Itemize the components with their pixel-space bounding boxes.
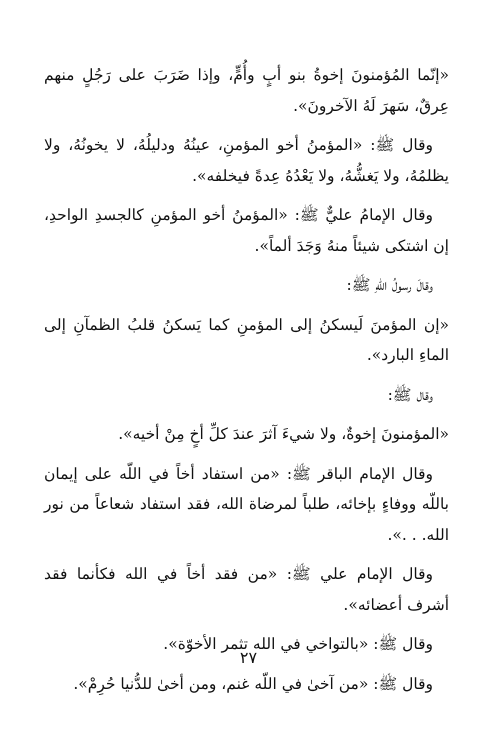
paragraph-attribution-6: وقال ﷺ: (387, 385, 433, 404)
paragraph-hadith-10: وقال ﷺ: «بالتواخي في الله تثمر الأخوّة». (163, 635, 433, 653)
page-number: ٢٧ (239, 648, 258, 667)
paragraph-hadith-3: وقال الإمامُ عليٌّ ﷺ: «المؤمنُ أخو المؤمنِ كالجسدِ الواحدِ، إن اشتكى شيئاً منهُ وَجَدَ ألماً». (44, 206, 449, 255)
paragraph-hadith-11: وقال ﷺ: «من آخىٰ في اللّه غنم، ومن أخىٰ للدُّنيا حُرِمْ». (73, 674, 433, 693)
paragraph-hadith-1: «إنّما المُؤمنونَ إخوةُ بنو أبٍ وأُمٍّ، وإذا ضَرَبَ على رَجُلٍ منهم عِرقٌ، سَهرَ لَهُ الآخرونَ». (44, 66, 449, 115)
paragraph-attribution-4: وقالَ رسولُ اللّهِ ﷺ: (346, 276, 433, 294)
paragraph-hadith-5: «إن المؤمنَ لَيسكنُ إلى المؤمنِ كما يَسكنُ قلبُ الظمآنِ إلى الماءِ البارد». (44, 315, 449, 364)
paragraph-hadith-2: وقال ﷺ: «المؤمنُ أخو المؤمنِ، عينُهُ ودليلُهُ، لا يخونُهُ، ولا يظلمُهُ، ولا يَغشُّهُ، ولا يَعْدُهُ عِدةً فيخلفه». (44, 136, 449, 185)
page-body (44, 60, 449, 708)
paragraph-hadith-9: وقال الإمام علي ﷺ: «من فقد أخاً في الله فكأنما فقد أشرف أعضائه». (44, 565, 449, 614)
paragraph-hadith-8: وقال الإمام الباقر ﷺ: «من استفاد أخاً في اللّه على إيمان باللّه ووفاءٍ بإخائه، طلباً لمرضاة الله، فقد استفاد شعاعاً من نور الله. . .». (44, 464, 449, 544)
paragraph-hadith-7: «المؤمنونَ إخوةٌ، ولا شيءَ آثرَ عندَ كلِّ أخٍ مِنْ أخيه». (118, 425, 449, 443)
